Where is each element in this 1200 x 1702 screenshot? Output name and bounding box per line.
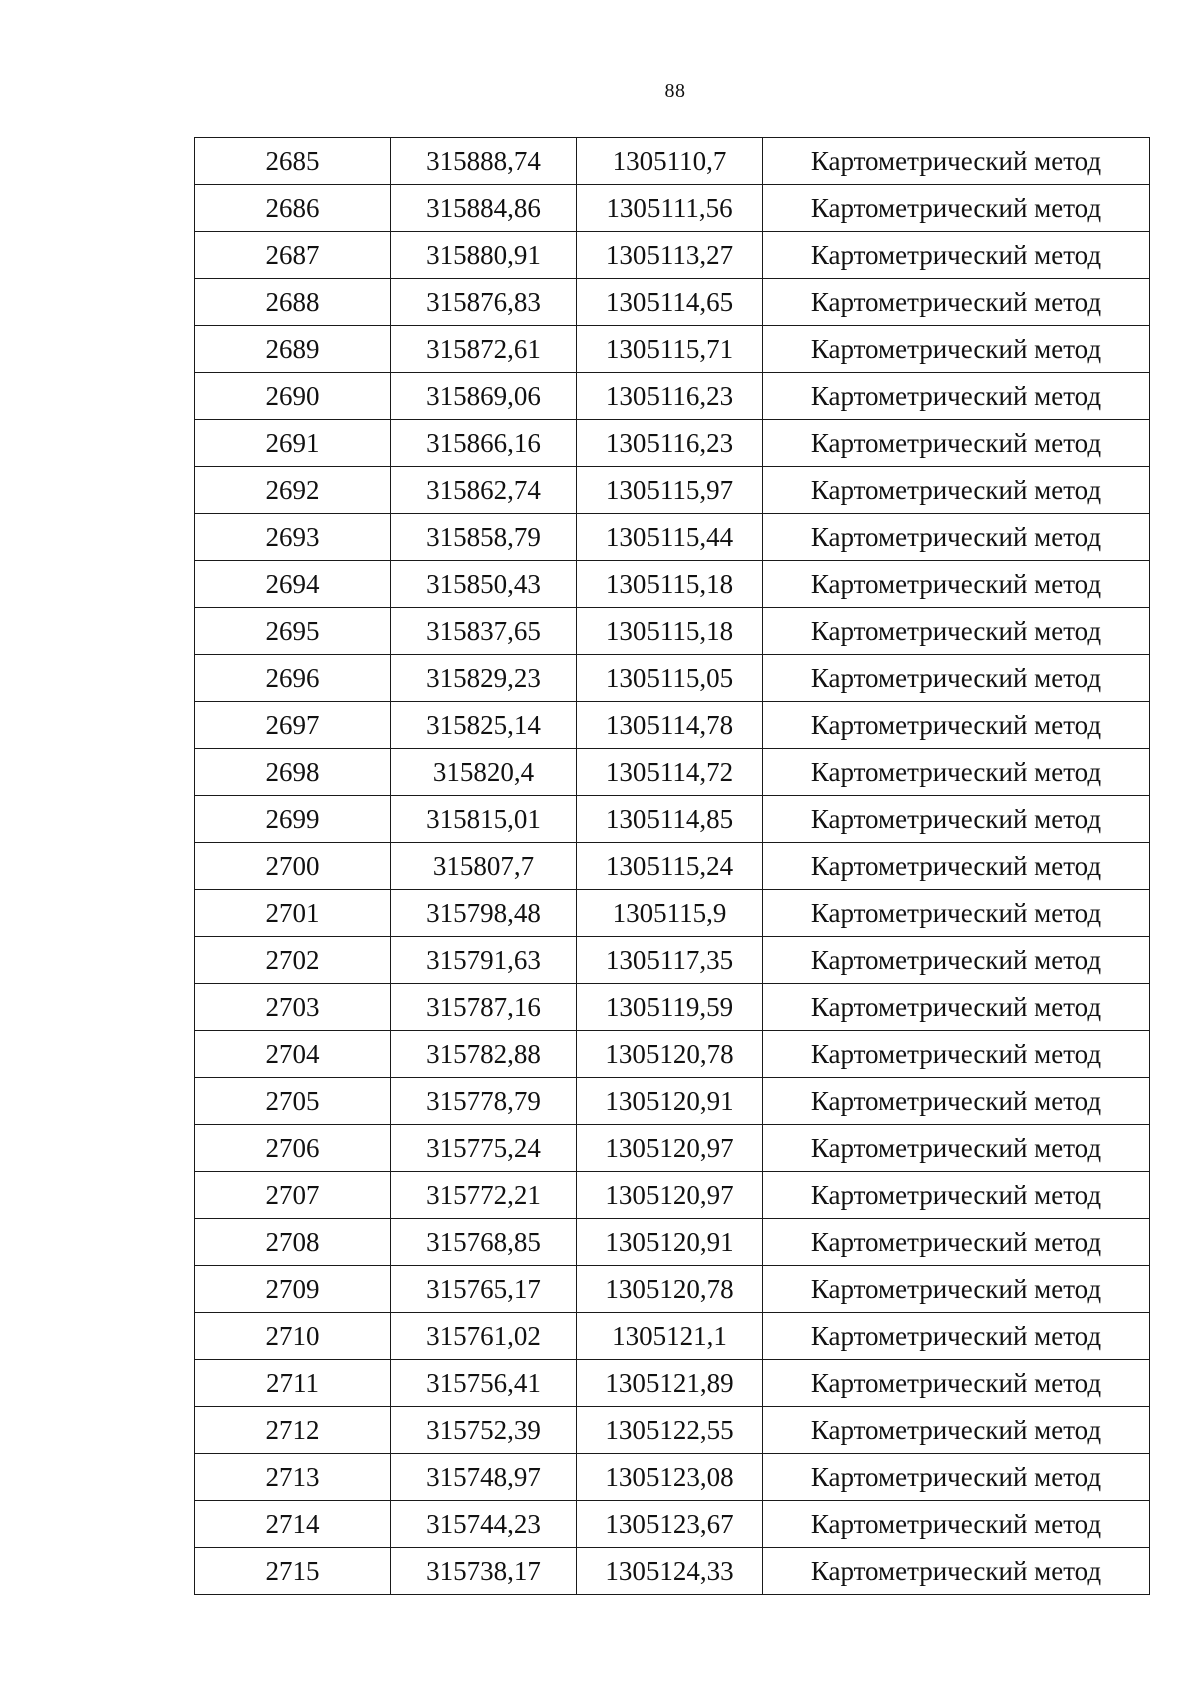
method-cell: Картометрический метод [763,1078,1150,1125]
x-coordinate-cell: 315862,74 [391,467,577,514]
table-row [195,326,1150,373]
x-coordinate-cell: 315768,85 [391,1219,577,1266]
method-cell: Картометрический метод [763,1125,1150,1172]
y-coordinate-cell: 1305120,91 [577,1078,763,1125]
x-coordinate-cell: 315876,83 [391,279,577,326]
method-cell: Картометрический метод [763,1031,1150,1078]
method-cell: Картометрический метод [763,1219,1150,1266]
point-number-cell: 2707 [195,1172,391,1219]
point-number-cell: 2694 [195,561,391,608]
y-coordinate-cell: 1305123,08 [577,1454,763,1501]
point-number-cell: 2712 [195,1407,391,1454]
method-cell: Картометрический метод [763,749,1150,796]
y-coordinate-cell: 1305120,78 [577,1266,763,1313]
y-coordinate-cell: 1305123,67 [577,1501,763,1548]
table-row [195,1125,1150,1172]
method-cell: Картометрический метод [763,279,1150,326]
method-cell: Картометрический метод [763,420,1150,467]
x-coordinate-cell: 315772,21 [391,1172,577,1219]
method-cell: Картометрический метод [763,843,1150,890]
table-row [195,1360,1150,1407]
x-coordinate-cell: 315744,23 [391,1501,577,1548]
point-number-cell: 2693 [195,514,391,561]
method-cell: Картометрический метод [763,467,1150,514]
table-row [195,1172,1150,1219]
y-coordinate-cell: 1305116,23 [577,420,763,467]
table-row [195,749,1150,796]
table-row [195,1407,1150,1454]
y-coordinate-cell: 1305113,27 [577,232,763,279]
x-coordinate-cell: 315752,39 [391,1407,577,1454]
x-coordinate-cell: 315791,63 [391,937,577,984]
table-row [195,420,1150,467]
x-coordinate-cell: 315888,74 [391,138,577,185]
x-coordinate-cell: 315782,88 [391,1031,577,1078]
table-row [195,514,1150,561]
y-coordinate-cell: 1305120,91 [577,1219,763,1266]
x-coordinate-cell: 315807,7 [391,843,577,890]
y-coordinate-cell: 1305120,97 [577,1172,763,1219]
y-coordinate-cell: 1305115,05 [577,655,763,702]
table-row [195,1266,1150,1313]
x-coordinate-cell: 315748,97 [391,1454,577,1501]
point-number-cell: 2699 [195,796,391,843]
x-coordinate-cell: 315872,61 [391,326,577,373]
y-coordinate-cell: 1305114,85 [577,796,763,843]
table-row [195,1313,1150,1360]
method-cell: Картометрический метод [763,561,1150,608]
y-coordinate-cell: 1305115,97 [577,467,763,514]
y-coordinate-cell: 1305115,18 [577,561,763,608]
method-cell: Картометрический метод [763,702,1150,749]
x-coordinate-cell: 315738,17 [391,1548,577,1595]
x-coordinate-cell: 315884,86 [391,185,577,232]
y-coordinate-cell: 1305117,35 [577,937,763,984]
method-cell: Картометрический метод [763,1266,1150,1313]
y-coordinate-cell: 1305115,9 [577,890,763,937]
point-number-cell: 2704 [195,1031,391,1078]
x-coordinate-cell: 315765,17 [391,1266,577,1313]
coordinates-table [194,137,1150,1595]
x-coordinate-cell: 315825,14 [391,702,577,749]
y-coordinate-cell: 1305119,59 [577,984,763,1031]
table-row [195,138,1150,185]
y-coordinate-cell: 1305110,7 [577,138,763,185]
y-coordinate-cell: 1305115,44 [577,514,763,561]
coordinates-table-body [195,138,1150,1595]
x-coordinate-cell: 315858,79 [391,514,577,561]
table-row [195,561,1150,608]
table-row [195,1454,1150,1501]
point-number-cell: 2711 [195,1360,391,1407]
point-number-cell: 2695 [195,608,391,655]
point-number-cell: 2698 [195,749,391,796]
y-coordinate-cell: 1305115,18 [577,608,763,655]
y-coordinate-cell: 1305124,33 [577,1548,763,1595]
table-row [195,890,1150,937]
method-cell: Картометрический метод [763,1172,1150,1219]
x-coordinate-cell: 315787,16 [391,984,577,1031]
point-number-cell: 2687 [195,232,391,279]
method-cell: Картометрический метод [763,1313,1150,1360]
table-row [195,1219,1150,1266]
point-number-cell: 2702 [195,937,391,984]
x-coordinate-cell: 315778,79 [391,1078,577,1125]
point-number-cell: 2708 [195,1219,391,1266]
x-coordinate-cell: 315866,16 [391,420,577,467]
x-coordinate-cell: 315798,48 [391,890,577,937]
x-coordinate-cell: 315775,24 [391,1125,577,1172]
method-cell: Картометрический метод [763,1407,1150,1454]
table-row [195,1078,1150,1125]
method-cell: Картометрический метод [763,185,1150,232]
page-number: 88 [664,80,686,102]
method-cell: Картометрический метод [763,138,1150,185]
point-number-cell: 2685 [195,138,391,185]
y-coordinate-cell: 1305122,55 [577,1407,763,1454]
table-row [195,373,1150,420]
method-cell: Картометрический метод [763,232,1150,279]
point-number-cell: 2710 [195,1313,391,1360]
x-coordinate-cell: 315756,41 [391,1360,577,1407]
point-number-cell: 2700 [195,843,391,890]
x-coordinate-cell: 315850,43 [391,561,577,608]
table-row [195,1548,1150,1595]
point-number-cell: 2692 [195,467,391,514]
y-coordinate-cell: 1305120,78 [577,1031,763,1078]
x-coordinate-cell: 315761,02 [391,1313,577,1360]
table-row [195,279,1150,326]
table-row [195,655,1150,702]
table-row [195,467,1150,514]
method-cell: Картометрический метод [763,1454,1150,1501]
method-cell: Картометрический метод [763,984,1150,1031]
y-coordinate-cell: 1305116,23 [577,373,763,420]
method-cell: Картометрический метод [763,937,1150,984]
y-coordinate-cell: 1305120,97 [577,1125,763,1172]
x-coordinate-cell: 315820,4 [391,749,577,796]
table-row [195,702,1150,749]
point-number-cell: 2714 [195,1501,391,1548]
method-cell: Картометрический метод [763,326,1150,373]
point-number-cell: 2706 [195,1125,391,1172]
point-number-cell: 2713 [195,1454,391,1501]
point-number-cell: 2697 [195,702,391,749]
x-coordinate-cell: 315880,91 [391,232,577,279]
method-cell: Картометрический метод [763,655,1150,702]
method-cell: Картометрический метод [763,1548,1150,1595]
y-coordinate-cell: 1305115,24 [577,843,763,890]
y-coordinate-cell: 1305111,56 [577,185,763,232]
x-coordinate-cell: 315837,65 [391,608,577,655]
y-coordinate-cell: 1305114,65 [577,279,763,326]
point-number-cell: 2688 [195,279,391,326]
table-row [195,937,1150,984]
method-cell: Картометрический метод [763,608,1150,655]
method-cell: Картометрический метод [763,796,1150,843]
point-number-cell: 2691 [195,420,391,467]
method-cell: Картометрический метод [763,1360,1150,1407]
point-number-cell: 2705 [195,1078,391,1125]
table-row [195,796,1150,843]
y-coordinate-cell: 1305114,72 [577,749,763,796]
y-coordinate-cell: 1305121,89 [577,1360,763,1407]
method-cell: Картометрический метод [763,1501,1150,1548]
point-number-cell: 2701 [195,890,391,937]
y-coordinate-cell: 1305114,78 [577,702,763,749]
x-coordinate-cell: 315869,06 [391,373,577,420]
point-number-cell: 2715 [195,1548,391,1595]
point-number-cell: 2689 [195,326,391,373]
table-row [195,608,1150,655]
x-coordinate-cell: 315829,23 [391,655,577,702]
x-coordinate-cell: 315815,01 [391,796,577,843]
method-cell: Картометрический метод [763,514,1150,561]
point-number-cell: 2709 [195,1266,391,1313]
method-cell: Картометрический метод [763,373,1150,420]
point-number-cell: 2696 [195,655,391,702]
table-row [195,843,1150,890]
y-coordinate-cell: 1305115,71 [577,326,763,373]
table-row [195,1031,1150,1078]
table-row [195,232,1150,279]
point-number-cell: 2686 [195,185,391,232]
table-row [195,185,1150,232]
point-number-cell: 2690 [195,373,391,420]
table-row [195,984,1150,1031]
table-row [195,1501,1150,1548]
method-cell: Картометрический метод [763,890,1150,937]
point-number-cell: 2703 [195,984,391,1031]
y-coordinate-cell: 1305121,1 [577,1313,763,1360]
